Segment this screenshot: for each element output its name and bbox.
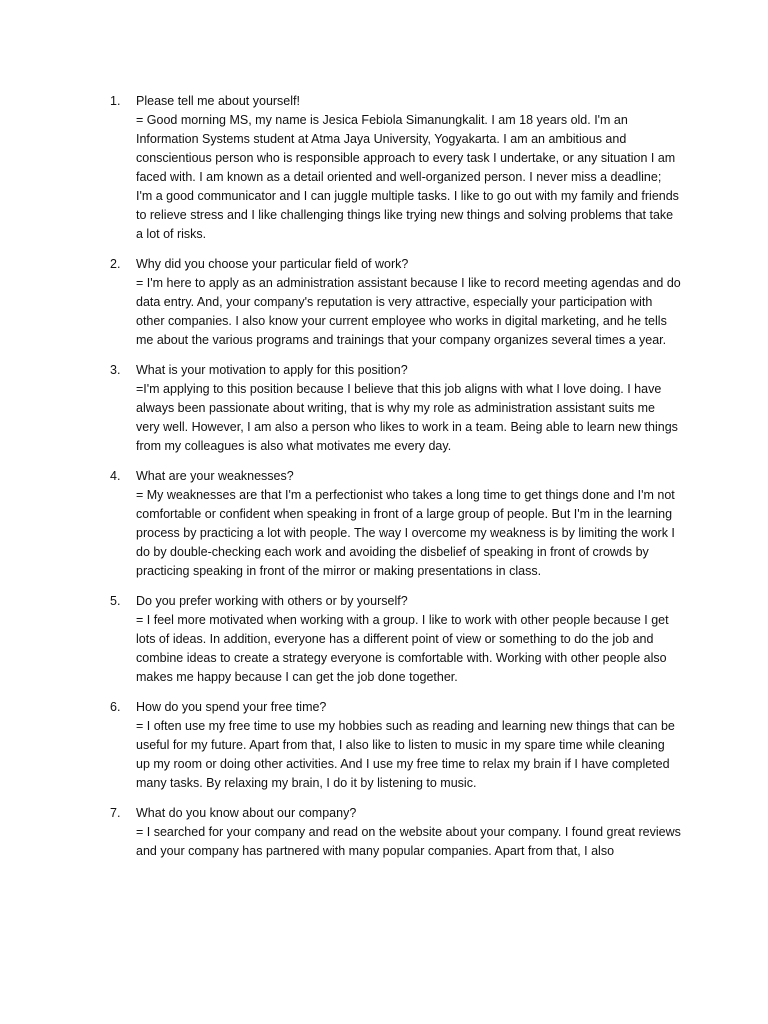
list-item	[0, 92, 768, 244]
answer-text: = Good morning MS, my name is Jesica Febiola Simanungkalit. I am 18 years old. I'm an Information Systems student at Atma Jaya University, Yogyakarta. I am an ambitious and conscientious person who is responsible approach to every task I undertake, or any situation I am faced with. I am known as a detail oriented and well-organized person. I never miss a deadline; I'm a good communicator and I can juggle multiple tasks. I like to go out with my family and friends to relieve stress and I like challenging things like trying new things and solving problems that take a lot of risks.	[136, 113, 679, 241]
answer-text: = I'm here to apply as an administration assistant because I like to record meeting agendas and do data entry. And, your company's reputation is very attractive, especially your participation with other companies. I also know your current employee who works in digital marketing, and he tells me about the various programs and trainings that your company organizes several times a year.	[136, 276, 681, 347]
question-text: What is your motivation to apply for this position?	[136, 363, 408, 377]
answer-text: = My weaknesses are that I'm a perfectionist who takes a long time to get things done and I'm not comfortable or confident when speaking in front of a large group of people. But I'm in the learning process by practicing a lot with people. The way I overcome my weakness is by limiting the work I do by double-checking each work and avoiding the disbelief of speaking in front of crowds by practicing speaking in front of the mirror or making presentations in class.	[136, 488, 675, 578]
list-item	[0, 698, 768, 793]
list-item	[0, 255, 768, 350]
list-item	[0, 467, 768, 581]
answer-text: = I often use my free time to use my hobbies such as reading and learning new things that can be useful for my future. Apart from that, I also like to listen to music in my spare time while cleaning up my room or doing other activities. And I use my free time to relax my brain if I have completed many tasks. By relaxing my brain, I do it by listening to music.	[136, 719, 675, 790]
item-content	[136, 467, 681, 581]
question-text: How do you spend your free time?	[136, 700, 327, 714]
question-text: Do you prefer working with others or by yourself?	[136, 594, 408, 608]
question-text: What are your weaknesses?	[136, 469, 294, 483]
item-number: 6.	[110, 700, 121, 714]
item-number: 5.	[110, 594, 121, 608]
item-number: 1.	[110, 94, 121, 108]
item-number: 4.	[110, 469, 121, 483]
answer-text: = I feel more motivated when working with a group. I like to work with other people because I get lots of ideas. In addition, everyone has a different point of view or something to do the job and combine ideas to create a strategy everyone is comfortable with. Working with other people also makes me happy because I can get the job done together.	[136, 613, 669, 684]
item-number: 2.	[110, 257, 121, 271]
item-number: 7.	[110, 806, 121, 820]
item-content	[136, 592, 681, 687]
item-content	[136, 255, 681, 350]
question-text: Please tell me about yourself!	[136, 94, 300, 108]
list-item	[0, 592, 768, 687]
item-number: 3.	[110, 363, 121, 377]
question-text: Why did you choose your particular field of work?	[136, 257, 409, 271]
item-content	[136, 361, 681, 456]
item-content	[136, 698, 681, 793]
answer-text: = I searched for your company and read on the website about your company. I found great reviews and your company has partnered with many popular companies. Apart from that, I also	[136, 825, 681, 858]
list-item	[0, 361, 768, 456]
item-content	[136, 92, 681, 244]
item-content	[136, 804, 681, 861]
question-answer-list	[0, 92, 768, 872]
question-text: What do you know about our company?	[136, 806, 357, 820]
answer-text: =I'm applying to this position because I believe that this job aligns with what I love doing. I have always been passionate about writing, that is why my role as administration assistant suits me very well. However, I am also a person who likes to work in a team. Being able to learn new things from my colleagues is also what motivates me every day.	[136, 382, 678, 453]
list-item	[0, 804, 768, 861]
